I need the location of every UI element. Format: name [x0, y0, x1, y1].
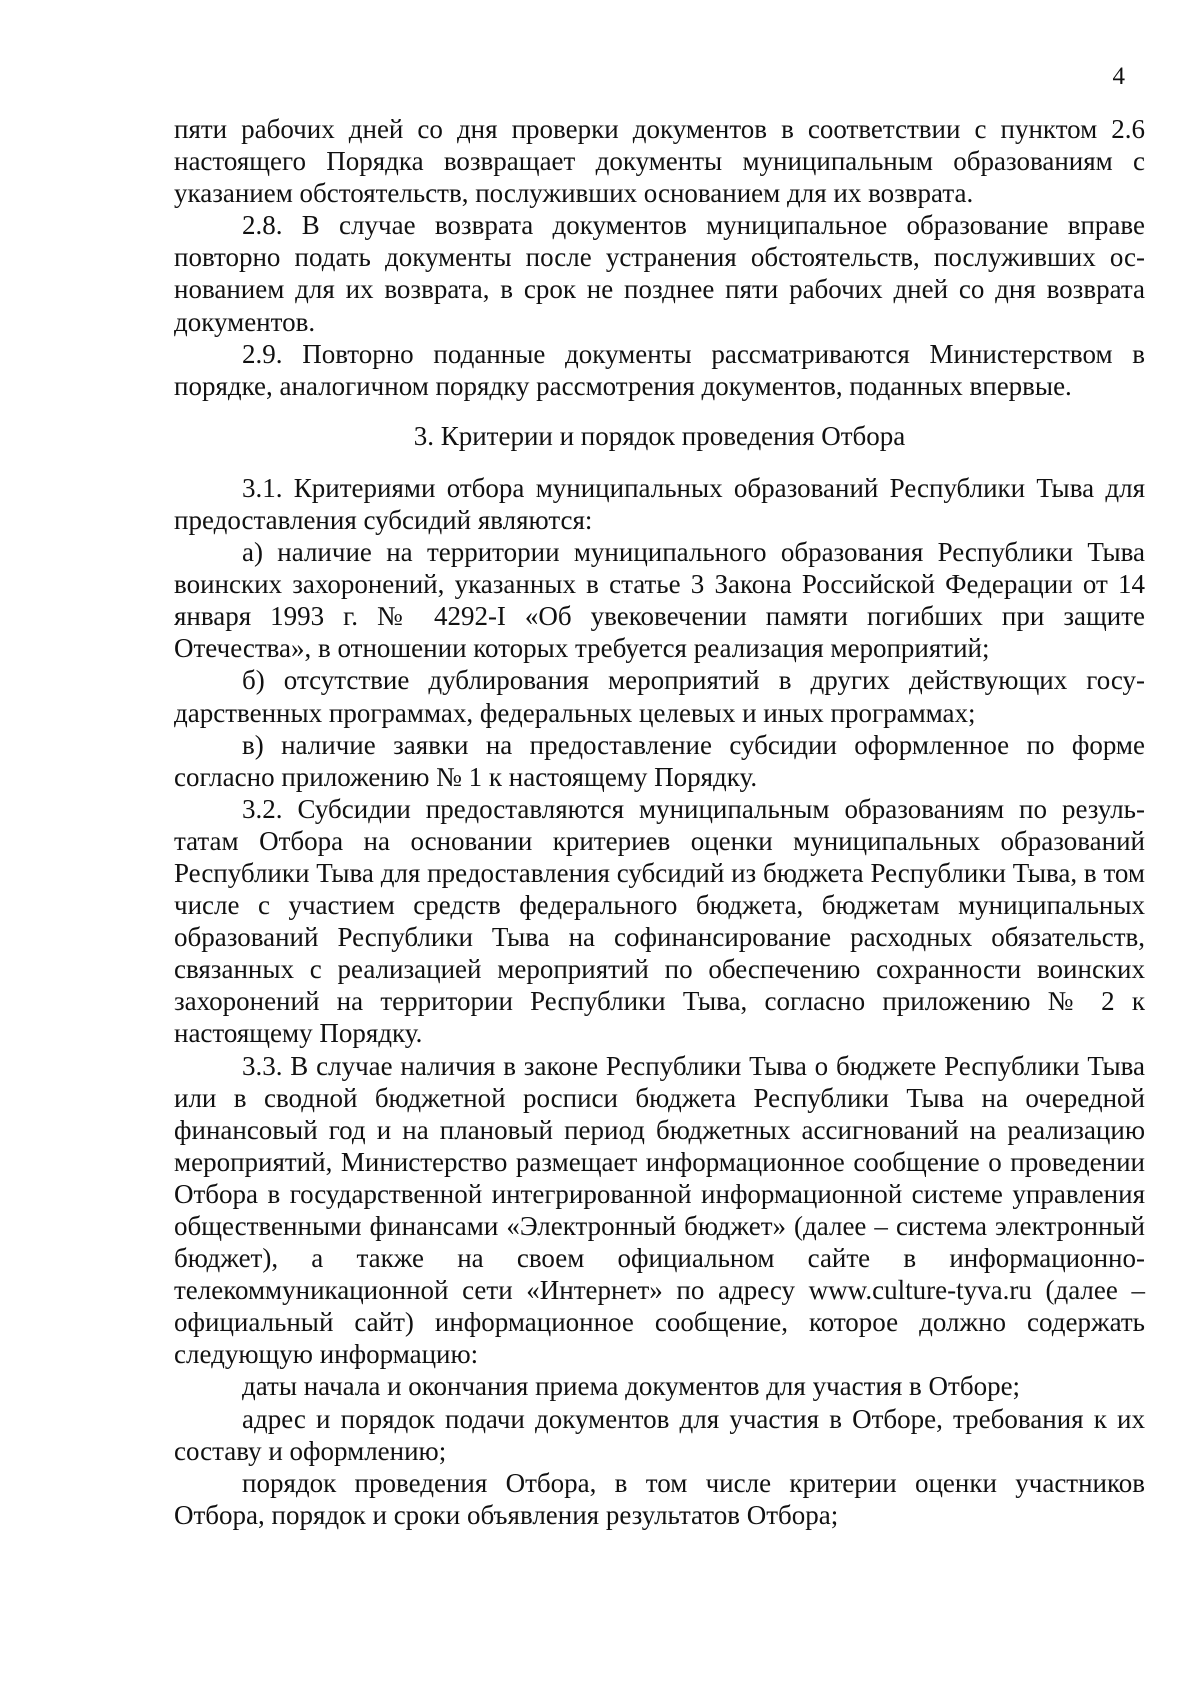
info-item-address: адрес и порядок подачи документов для участия в Отборе, требования к их составу и оформлению;	[174, 1403, 1145, 1466]
list-item-v: в) наличие заявки на предоставление субсидии оформленное по форме согласно приложению № 1 к настоящему Порядку.	[174, 729, 1145, 792]
page-number: 4	[1112, 63, 1125, 90]
document-body	[174, 113, 1145, 1531]
paragraph-3-1: 3.1. Критериями отбора муниципальных образований Республики Тыва для предоставления субсидий являются:	[174, 472, 1145, 535]
paragraph-2-9: 2.9. Повторно поданные документы рассматриваются Министерством в порядке, аналогичном порядку рассмотрения документов, поданных впервые.	[174, 338, 1145, 401]
info-item-procedure: порядок проведения Отбора, в том числе критерии оценки участников Отбора, порядок и сроки объявления результатов Отбора;	[174, 1467, 1145, 1530]
paragraph-3-3: 3.3. В случае наличия в законе Республики Тыва о бюджете Республики Тыва или в сводной бюджетной росписи бюджета Республики Тыва на очередной финансовый год и на плановый период бюджетных ассигнований на реализацию мероприятий, Министерство размещает информационное сообщение о проведении Отбора в государственной интегрированной информационной системе управления общественными финансами «Электронный бюджет» (далее – система электронный бюджет), а также на своем официальном сайте в информационно-телекоммуникационной сети «Интернет» по адресу www.culture-tyva.ru (далее – официальный сайт) информационное сообщение, которое должно содержать следующую информацию:	[174, 1050, 1145, 1370]
paragraph-2-8: 2.8. В случае возврата документов муниципальное образование вправе повторно подать документы после устранения обстоятельств, послуживших основанием для их возврата, в срок не позднее пяти рабочих дней со дня возврата документов.	[174, 210, 1145, 337]
list-item-a: а) наличие на территории муниципального образования Республики Тыва воинских захоронений, указанных в статье 3 Закона Российской Федерации от 14 января 1993 г. № 4292-I «Об увековечении памяти погибших при защите Отечества», в отношении которых требуется реализация мероприятий;	[174, 537, 1145, 664]
list-item-b: б) отсутствие дублирования мероприятий в других действующих государственных программах, федеральных целевых и иных программах;	[174, 665, 1145, 728]
section-heading: 3. Критерии и порядок проведения Отбора	[413, 420, 906, 451]
paragraph-3-2: 3.2. Субсидии предоставляются муниципальным образованиям по результатам Отбора на основании критериев оценки муниципальных образований Республики Тыва для предоставления субсидий из бюджета Республики Тыва, в том числе с участием средств федерального бюджета, бюджетам муниципальных образований Республики Тыва на софинансирование расходных обязательств, связанных с реализацией мероприятий по обеспечению сохранности воинских захоронений на территории Республики Тыва, согласно приложению № 2 к настоящему Порядку.	[174, 793, 1145, 1049]
paragraph-continuation: пяти рабочих дней со дня проверки документов в соответствии с пунктом 2.6 настоящего Порядка возвращает документы муниципальным образованиям с указанием обстоятельств, послуживших основанием для их возврата.	[174, 114, 1145, 209]
info-item-dates: даты начала и окончания приема документов для участия в Отборе;	[242, 1371, 1021, 1402]
